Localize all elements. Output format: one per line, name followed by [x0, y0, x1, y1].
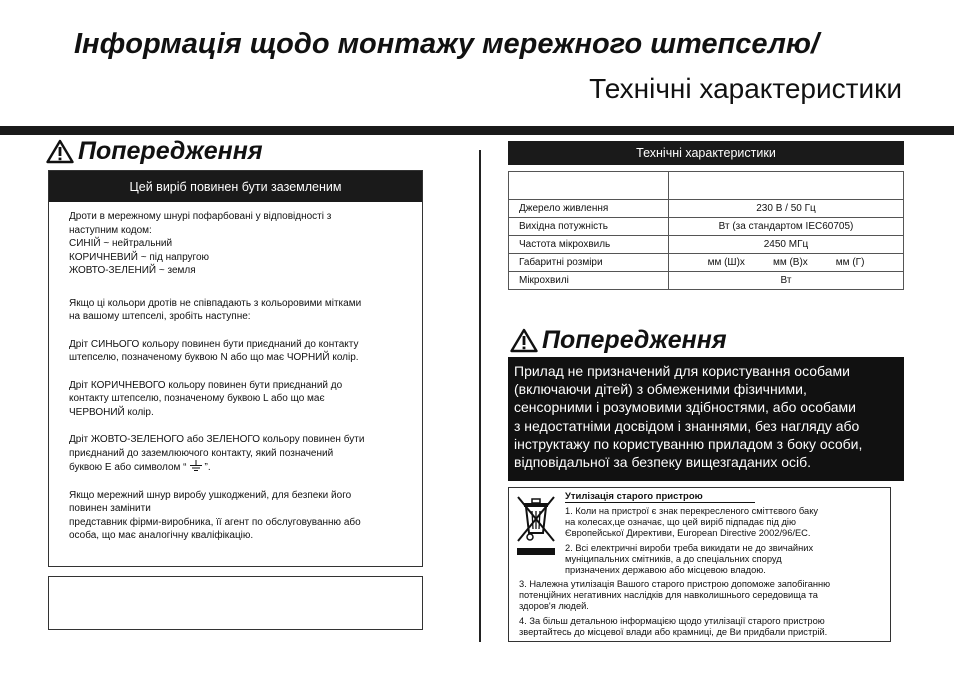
- grounding-info-box: [48, 170, 423, 567]
- dim-depth: мм (Г): [835, 257, 865, 268]
- specs-header-cell: [669, 172, 904, 200]
- spec-value: Вт (за стандартом IEC60705): [669, 218, 904, 236]
- left-warning-label: Попередження: [78, 137, 263, 165]
- page-subtitle: Технічні характеристики: [589, 73, 902, 104]
- spec-value-dimensions: [669, 254, 904, 272]
- table-row: [509, 218, 904, 236]
- disposal-item: 3. Належна утилізація Вашого старого пристрою допоможе запобіганню потенційних негативних наслідків для навколишнього середовища та здоров'я людей.: [519, 579, 831, 612]
- disposal-item: 1. Коли на пристрої є знак перекресленого сміттєвого баку на колесах,це означає, що цей виріб підпадає під дію Європейської Директиви, European Directive 2002/96/EC.: [565, 506, 819, 539]
- earth-wire-instruction: [69, 433, 412, 475]
- spec-value: Вт: [669, 272, 904, 290]
- spec-value: 2450 МГц: [669, 236, 904, 254]
- grounding-box-title: Цей виріб повинен бути заземленим: [49, 171, 422, 202]
- brown-wire-instruction: Дріт КОРИЧНЕВОГО кольору повинен бути приєднаний до контакту штепселю, позначеному буквою L або що має ЧЕРВОНИЙ колір.: [69, 379, 343, 418]
- earth-text-before: Дріт ЖОВТО-ЗЕЛЕНОГО або ЗЕЛЕНОГО кольору повинен бути приєднаний до заземлюючого контакту, який позначений буквою E або символом “: [69, 434, 365, 473]
- disposal-title: Утилізація старого пристрою: [565, 491, 755, 503]
- specs-header-row: [509, 172, 904, 200]
- ground-symbol-icon: [189, 460, 203, 472]
- disposal-black-bar: [517, 548, 555, 555]
- wire-colour-code: Дроти в мережному шнурі пофарбовані у відповідності з наступним кодом: СИНІЙ ~ нейтральний КОРИЧНЕВИЙ ~ під напругою ЖОВТО-ЗЕЛЕНИЙ ~ земля: [69, 211, 332, 276]
- warning-triangle-icon: [510, 328, 538, 353]
- header-rule: [0, 126, 954, 135]
- disposal-item: 2. Всі електричні вироби треба викидати не до звичайних муніципальних смітників, а до спеціальних споруд призначених державою або місцевою владою.: [565, 543, 814, 576]
- crossed-out-wheelie-bin-icon: [515, 493, 557, 543]
- table-row: [509, 236, 904, 254]
- specs-table: [508, 171, 904, 290]
- usage-restriction-notice: Прилад не призначений для користування особами (включаючи дітей) з обмеженими фізичними, сенсорними і розумовими здібностями, або особами з недостатніми досвідом і знаннями, без нагляду або інструктажу по користуванню приладом з боку особи, відповідальної за безпеку вищезгаданих осіб.: [508, 357, 904, 481]
- colour-mismatch-intro: Якщо ці кольори дротів не співпадають з кольоровими мітками на вашому штепселі, зробіть наступне:: [69, 297, 362, 322]
- table-row: [509, 254, 904, 272]
- spec-value: 230 В / 50 Гц: [669, 200, 904, 218]
- spec-label: Частота мікрохвиль: [509, 236, 669, 254]
- page-title: Інформація щодо монтажу мережного штепселю/: [74, 28, 820, 60]
- right-warning-heading: [510, 326, 727, 355]
- column-divider: [479, 150, 481, 642]
- damaged-cord-instruction: Якщо мережний шнур виробу ушкоджений, для безпеки його повинен замінити представник фірми-виробника, її агент по обслуговуванню або особа, що має аналогічну кваліфікацію.: [69, 489, 361, 541]
- specs-title: Технічні характеристики: [508, 141, 904, 165]
- spec-label: Мікрохвилі: [509, 272, 669, 290]
- dim-height: мм (В)x: [772, 257, 808, 268]
- disposal-info-box: [508, 487, 891, 642]
- blue-wire-instruction: Дріт СИНЬОГО кольору повинен бути приєднаний до контакту штепселю, позначеному буквою N або що має ЧОРНИЙ колір.: [69, 338, 359, 363]
- spec-label: Габаритні розміри: [509, 254, 669, 272]
- table-row: [509, 272, 904, 290]
- right-warning-label: Попередження: [542, 326, 727, 354]
- spec-label: Вихідна потужність: [509, 218, 669, 236]
- warning-triangle-icon: [46, 139, 74, 164]
- spec-label: Джерело живлення: [509, 200, 669, 218]
- dim-width: мм (Ш)x: [707, 257, 745, 268]
- left-warning-heading: [46, 137, 263, 166]
- disposal-item: 4. За більш детальною інформацією щодо утилізації старого пристрою звертайтесь до місцевої влади або крамниці, де Ви придбали пристрій.: [519, 616, 828, 638]
- earth-text-after: ”.: [204, 462, 211, 473]
- empty-note-box: [48, 576, 423, 630]
- specs-header-cell: [509, 172, 669, 200]
- table-row: [509, 200, 904, 218]
